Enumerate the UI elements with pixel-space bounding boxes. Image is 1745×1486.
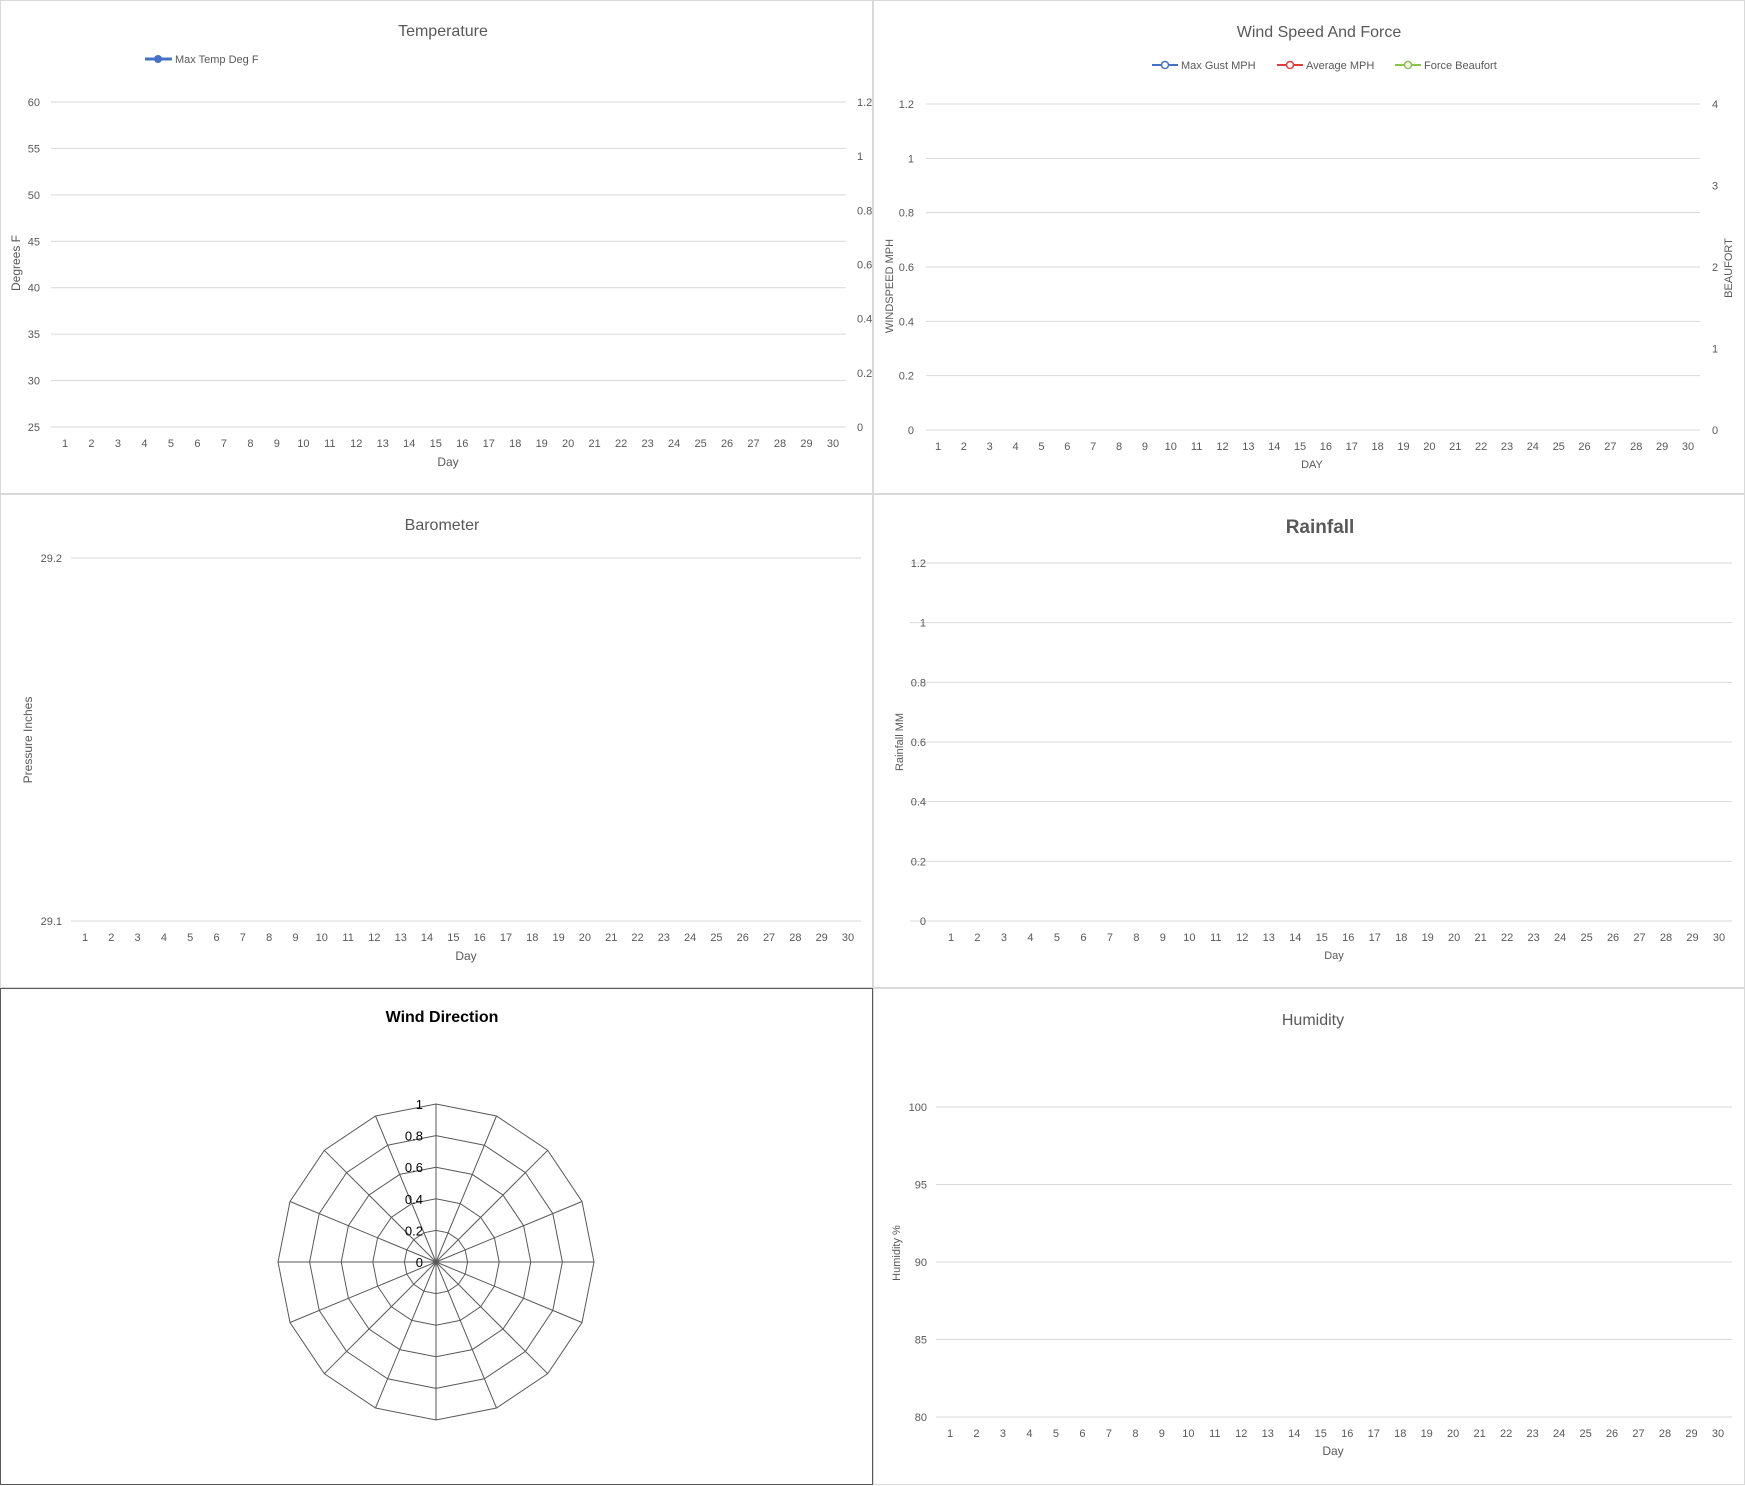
x-tick-label: 12 <box>350 438 363 450</box>
legend-marker-force-beaufort-dot <box>1405 62 1412 69</box>
x-tick-label: 29 <box>1686 932 1699 944</box>
temperature-y-ticks <box>28 97 40 434</box>
y-tick-label: 40 <box>27 282 40 295</box>
temperature-x-axis-label: Day <box>437 455 459 469</box>
x-tick-label: 2 <box>973 1428 980 1440</box>
radar-tick-label: 0.4 <box>404 1191 423 1207</box>
x-tick-label: 30 <box>1712 932 1726 944</box>
x-tick-label: 15 <box>1315 932 1328 944</box>
x-tick-label: 11 <box>1209 1428 1221 1440</box>
wind-speed-x-ticks <box>935 441 1694 453</box>
temperature-title: Temperature <box>398 23 488 40</box>
rainfall-chart-panel[interactable] <box>873 494 1745 988</box>
x-tick-label: 4 <box>1012 441 1019 453</box>
x-tick-label: 10 <box>297 438 310 450</box>
x-tick-label: 22 <box>631 932 644 944</box>
x-tick-label: 11 <box>1210 932 1222 944</box>
x-tick-label: 16 <box>1341 1428 1354 1440</box>
x-tick-label: 24 <box>667 438 681 450</box>
x-tick-label: 22 <box>1501 932 1514 944</box>
temperature-y2-ticks <box>857 97 872 434</box>
wind-speed-title: Wind Speed And Force <box>1236 24 1402 41</box>
x-tick-label: 17 <box>1367 1428 1380 1440</box>
x-tick-label: 5 <box>1038 441 1045 453</box>
x-tick-label: 21 <box>1473 1428 1486 1440</box>
x-tick-label: 8 <box>266 932 273 944</box>
legend-label-max-gust: Max Gust MPH <box>1181 60 1256 72</box>
humidity-chart-panel[interactable] <box>873 988 1745 1485</box>
rainfall-x-ticks <box>948 932 1725 944</box>
rainfall-chart <box>874 495 1745 989</box>
radar-spoke <box>436 1150 548 1262</box>
x-tick-label: 21 <box>605 932 618 944</box>
x-tick-label: 18 <box>1371 441 1384 453</box>
y-tick-label: 0.8 <box>910 677 926 690</box>
wind-speed-chart-panel[interactable] <box>873 0 1745 494</box>
radar-tick-label: 0 <box>415 1255 423 1270</box>
wind-direction-chart <box>1 989 874 1486</box>
x-tick-label: 28 <box>773 438 787 450</box>
y-tick-label: 60 <box>27 97 40 109</box>
x-tick-label: 24 <box>1526 441 1539 453</box>
legend-label-max-temp: Max Temp Deg F <box>175 54 259 66</box>
x-tick-label: 27 <box>1604 441 1617 453</box>
x-tick-label: 13 <box>376 438 389 450</box>
legend-marker-max-temp-dot <box>154 55 162 63</box>
rainfall-y-ticks <box>911 558 926 928</box>
humidity-chart <box>874 989 1745 1486</box>
x-tick-label: 14 <box>1289 932 1302 944</box>
humidity-title: Humidity <box>1281 1012 1345 1029</box>
x-tick-label: 10 <box>315 932 328 944</box>
x-tick-label: 27 <box>762 932 776 944</box>
y-tick-label: 0.2 <box>898 370 914 383</box>
x-tick-label: 2 <box>88 438 95 450</box>
y-tick-label: 0.4 <box>898 316 914 329</box>
y-tick-label: 0.6 <box>910 737 926 749</box>
x-tick-label: 8 <box>1133 932 1140 944</box>
x-tick-label: 24 <box>1553 932 1567 944</box>
y-tick-label: 1 <box>907 153 914 166</box>
y-tick-label: 1 <box>919 617 926 630</box>
x-tick-label: 19 <box>1397 441 1410 453</box>
x-tick-label: 3 <box>999 1428 1007 1440</box>
x-tick-label: 28 <box>1658 1428 1672 1440</box>
barometer-chart <box>1 495 874 989</box>
x-tick-label: 9 <box>292 932 299 944</box>
x-tick-label: 3 <box>1000 932 1008 944</box>
x-tick-label: 17 <box>499 932 513 944</box>
x-tick-label: 23 <box>1526 1428 1539 1440</box>
y-tick-label: 1 <box>857 151 864 164</box>
x-tick-label: 16 <box>1342 932 1355 944</box>
x-tick-label: 18 <box>526 932 539 944</box>
x-tick-label: 15 <box>447 932 460 944</box>
x-tick-label: 25 <box>1552 441 1565 453</box>
x-tick-label: 26 <box>736 932 749 944</box>
x-tick-label: 21 <box>588 438 601 450</box>
x-tick-label: 27 <box>1632 1428 1645 1440</box>
radar-tick-label: 0.6 <box>404 1160 423 1176</box>
y-tick-label: 4 <box>1712 99 1719 111</box>
y-tick-label: 0.6 <box>857 259 873 272</box>
x-tick-label: 24 <box>1552 1428 1566 1440</box>
x-tick-label: 7 <box>1106 932 1113 944</box>
x-tick-label: 10 <box>1182 1428 1195 1440</box>
y-tick-label: 3 <box>1712 180 1719 193</box>
x-tick-label: 17 <box>1368 932 1381 944</box>
x-tick-label: 12 <box>1236 932 1249 944</box>
x-tick-label: 7 <box>1090 441 1097 453</box>
x-tick-label: 20 <box>1423 441 1436 453</box>
y-tick-label: 85 <box>914 1334 927 1347</box>
barometer-title: Barometer <box>404 517 480 534</box>
y-tick-label: 80 <box>914 1412 927 1424</box>
wind-speed-y2-ticks <box>1712 99 1718 437</box>
x-tick-label: 8 <box>1115 441 1123 453</box>
x-tick-label: 18 <box>1394 1428 1407 1440</box>
y-tick-label: 55 <box>27 143 40 156</box>
x-tick-label: 25 <box>1580 932 1593 944</box>
y-tick-label: 25 <box>27 422 40 434</box>
rainfall-gridlines <box>910 563 1732 921</box>
y-tick-label: 30 <box>27 375 40 388</box>
humidity-gridlines <box>936 1107 1732 1417</box>
x-tick-label: 26 <box>1578 441 1591 453</box>
x-tick-label: 30 <box>841 932 855 944</box>
y-tick-label: 1.2 <box>857 97 873 109</box>
x-tick-label: 30 <box>1681 441 1695 453</box>
wind-speed-y-ticks <box>899 99 914 437</box>
x-tick-label: 18 <box>509 438 522 450</box>
y-tick-label: 0.8 <box>857 205 873 218</box>
x-tick-label: 20 <box>1448 932 1461 944</box>
x-tick-label: 14 <box>420 932 434 944</box>
x-tick-label: 9 <box>1159 932 1166 944</box>
x-tick-label: 8 <box>247 438 254 450</box>
y-tick-label: 0 <box>919 916 926 928</box>
x-tick-label: 24 <box>684 932 697 944</box>
y-tick-label: 0 <box>1712 425 1719 437</box>
y-tick-label: 100 <box>908 1102 927 1114</box>
y-tick-label: 95 <box>914 1179 927 1192</box>
wind-speed-y-axis-label: WINDSPEED MPH <box>884 238 896 334</box>
x-tick-label: 30 <box>826 438 840 450</box>
wind-speed-gridlines <box>926 104 1700 430</box>
x-tick-label: 16 <box>473 932 486 944</box>
barometer-y-axis-label: Pressure Inches <box>21 696 35 784</box>
barometer-gridlines <box>71 558 861 921</box>
x-tick-label: 9 <box>273 438 280 450</box>
y-tick-label: 45 <box>27 236 40 249</box>
x-tick-label: 6 <box>194 438 201 450</box>
x-tick-label: 8 <box>1132 1428 1139 1440</box>
x-tick-label: 1 <box>947 932 955 944</box>
y-tick-label: 2 <box>1712 262 1719 274</box>
x-tick-label: 15 <box>1293 441 1307 453</box>
legend-marker-max-gust-dot <box>1162 62 1169 69</box>
x-tick-label: 16 <box>1319 441 1333 453</box>
x-tick-label: 1 <box>934 441 942 453</box>
x-tick-label: 6 <box>213 932 220 944</box>
x-tick-label: 12 <box>368 932 381 944</box>
x-tick-label: 5 <box>187 932 194 944</box>
wind-speed-y2-axis-label: BEAUFORT <box>1723 238 1735 298</box>
x-tick-label: 26 <box>1606 932 1620 944</box>
x-tick-label: 22 <box>1500 1428 1513 1440</box>
x-tick-label: 28 <box>1659 932 1673 944</box>
y-tick-label: 1.2 <box>910 558 926 570</box>
legend-marker-average-dot <box>1287 62 1294 69</box>
y-tick-label: 29.1 <box>40 916 62 928</box>
radar-tick-label: 0.8 <box>404 1128 423 1144</box>
temperature-y-axis-label: Degrees F <box>9 234 23 292</box>
radar-spoke <box>436 1262 548 1374</box>
x-tick-label: 9 <box>1158 1428 1165 1440</box>
x-tick-label: 13 <box>1262 932 1275 944</box>
x-tick-label: 22 <box>615 438 628 450</box>
x-tick-label: 28 <box>1630 441 1643 453</box>
radar-tick-label: 1 <box>415 1097 423 1112</box>
x-tick-label: 4 <box>1026 1428 1033 1440</box>
x-tick-label: 7 <box>220 438 227 450</box>
humidity-y-ticks <box>909 1102 927 1424</box>
x-tick-label: 20 <box>578 932 592 944</box>
x-tick-label: 6 <box>1080 932 1087 944</box>
x-tick-label: 6 <box>1064 441 1071 453</box>
x-tick-label: 20 <box>562 438 575 450</box>
humidity-y-axis-label: Humidity % <box>891 1225 903 1281</box>
x-tick-label: 19 <box>552 932 565 944</box>
x-tick-label: 13 <box>394 932 407 944</box>
x-tick-label: 4 <box>160 932 167 944</box>
humidity-x-ticks <box>947 1428 1724 1440</box>
x-tick-label: 10 <box>1183 932 1196 944</box>
x-tick-label: 17 <box>1345 441 1358 453</box>
x-tick-label: 2 <box>960 441 967 453</box>
x-tick-label: 11 <box>342 932 354 944</box>
rainfall-y-axis-label: Rainfall MM <box>894 712 906 772</box>
y-tick-label: 0.2 <box>857 367 873 380</box>
y-tick-label: 50 <box>27 189 40 202</box>
x-tick-label: 13 <box>1242 441 1255 453</box>
y-tick-label: 0.4 <box>910 796 926 809</box>
y-tick-label: 29.2 <box>40 553 62 565</box>
x-tick-label: 18 <box>1395 932 1408 944</box>
wind-speed-x-axis-label: DAY <box>1301 459 1323 471</box>
x-tick-label: 4 <box>1027 932 1034 944</box>
y-tick-label: 0.6 <box>898 262 914 274</box>
x-tick-label: 23 <box>657 932 670 944</box>
legend-label-average: Average MPH <box>1306 60 1375 72</box>
x-tick-label: 19 <box>1420 1428 1433 1440</box>
barometer-chart-panel[interactable] <box>0 494 873 988</box>
temperature-legend <box>145 54 259 66</box>
barometer-y-ticks <box>41 553 62 928</box>
x-tick-label: 14 <box>1288 1428 1301 1440</box>
y-tick-label: 35 <box>27 329 40 342</box>
x-tick-label: 11 <box>1190 441 1203 453</box>
x-tick-label: 15 <box>1314 1428 1327 1440</box>
x-tick-label: 22 <box>1474 441 1488 453</box>
x-tick-label: 1 <box>81 932 89 944</box>
wind-speed-legend <box>1152 60 1497 72</box>
x-tick-label: 29 <box>815 932 828 944</box>
x-tick-label: 19 <box>1421 932 1434 944</box>
x-tick-label: 21 <box>1474 932 1487 944</box>
temperature-chart-panel[interactable] <box>0 0 873 494</box>
x-tick-label: 25 <box>710 932 723 944</box>
legend-label-force-beaufort: Force Beaufort <box>1424 60 1497 72</box>
barometer-x-ticks <box>82 932 854 944</box>
y-tick-label: 90 <box>914 1257 927 1269</box>
humidity-x-axis-label: Day <box>1322 1444 1344 1458</box>
x-tick-label: 19 <box>535 438 548 450</box>
x-tick-label: 21 <box>1449 441 1462 453</box>
y-tick-label: 0.4 <box>857 313 873 326</box>
y-tick-label: 1.2 <box>898 99 914 111</box>
x-tick-label: 1 <box>946 1428 954 1440</box>
wind-speed-chart <box>874 1 1745 495</box>
x-tick-label: 6 <box>1079 1428 1086 1440</box>
x-tick-label: 26 <box>1605 1428 1619 1440</box>
x-tick-label: 20 <box>1447 1428 1460 1440</box>
x-tick-label: 28 <box>789 932 802 944</box>
rainfall-x-axis-label: Day <box>1324 950 1344 962</box>
x-tick-label: 1 <box>61 438 69 450</box>
x-tick-label: 3 <box>986 441 993 453</box>
temperature-chart <box>1 1 874 495</box>
x-tick-label: 23 <box>641 438 654 450</box>
x-tick-label: 15 <box>429 438 442 450</box>
barometer-x-axis-label: Day <box>455 949 477 963</box>
x-tick-label: 29 <box>1656 441 1669 453</box>
x-tick-label: 14 <box>1268 441 1281 453</box>
y-tick-label: 0 <box>907 425 914 437</box>
temperature-x-ticks <box>62 438 839 450</box>
x-tick-label: 29 <box>800 438 813 450</box>
x-tick-label: 14 <box>403 438 416 450</box>
temperature-gridlines <box>51 102 846 427</box>
y-tick-label: 1 <box>1712 343 1719 356</box>
x-tick-label: 25 <box>694 438 707 450</box>
radar-tick-label: 0.2 <box>404 1223 423 1239</box>
x-tick-label: 9 <box>1141 441 1148 453</box>
x-tick-label: 27 <box>747 438 760 450</box>
x-tick-label: 3 <box>134 932 141 944</box>
x-tick-label: 2 <box>974 932 981 944</box>
x-tick-label: 5 <box>1052 1428 1059 1440</box>
x-tick-label: 4 <box>141 438 148 450</box>
x-tick-label: 7 <box>239 932 246 944</box>
wind-direction-chart-panel[interactable] <box>0 988 873 1485</box>
x-tick-label: 7 <box>1105 1428 1112 1440</box>
x-tick-label: 5 <box>1053 932 1060 944</box>
y-tick-label: 0.8 <box>898 207 914 220</box>
x-tick-label: 12 <box>1216 441 1229 453</box>
x-tick-label: 27 <box>1633 932 1646 944</box>
x-tick-label: 10 <box>1164 441 1177 453</box>
wind-direction-radar <box>278 1097 594 1420</box>
x-tick-label: 12 <box>1235 1428 1248 1440</box>
x-tick-label: 2 <box>108 932 115 944</box>
radar-spoke <box>324 1262 436 1374</box>
x-tick-label: 5 <box>167 438 174 450</box>
wind-direction-title: Wind Direction <box>385 1009 499 1026</box>
rainfall-title: Rainfall <box>1285 517 1355 538</box>
x-tick-label: 30 <box>1711 1428 1725 1440</box>
x-tick-label: 26 <box>720 438 734 450</box>
x-tick-label: 3 <box>114 438 122 450</box>
x-tick-label: 29 <box>1685 1428 1698 1440</box>
x-tick-label: 23 <box>1527 932 1540 944</box>
y-tick-label: 0 <box>857 422 864 434</box>
x-tick-label: 16 <box>456 438 469 450</box>
x-tick-label: 25 <box>1579 1428 1592 1440</box>
x-tick-label: 23 <box>1500 441 1514 453</box>
x-tick-label: 13 <box>1261 1428 1274 1440</box>
x-tick-label: 11 <box>324 438 336 450</box>
y-tick-label: 0.2 <box>910 856 926 869</box>
x-tick-label: 17 <box>482 438 495 450</box>
